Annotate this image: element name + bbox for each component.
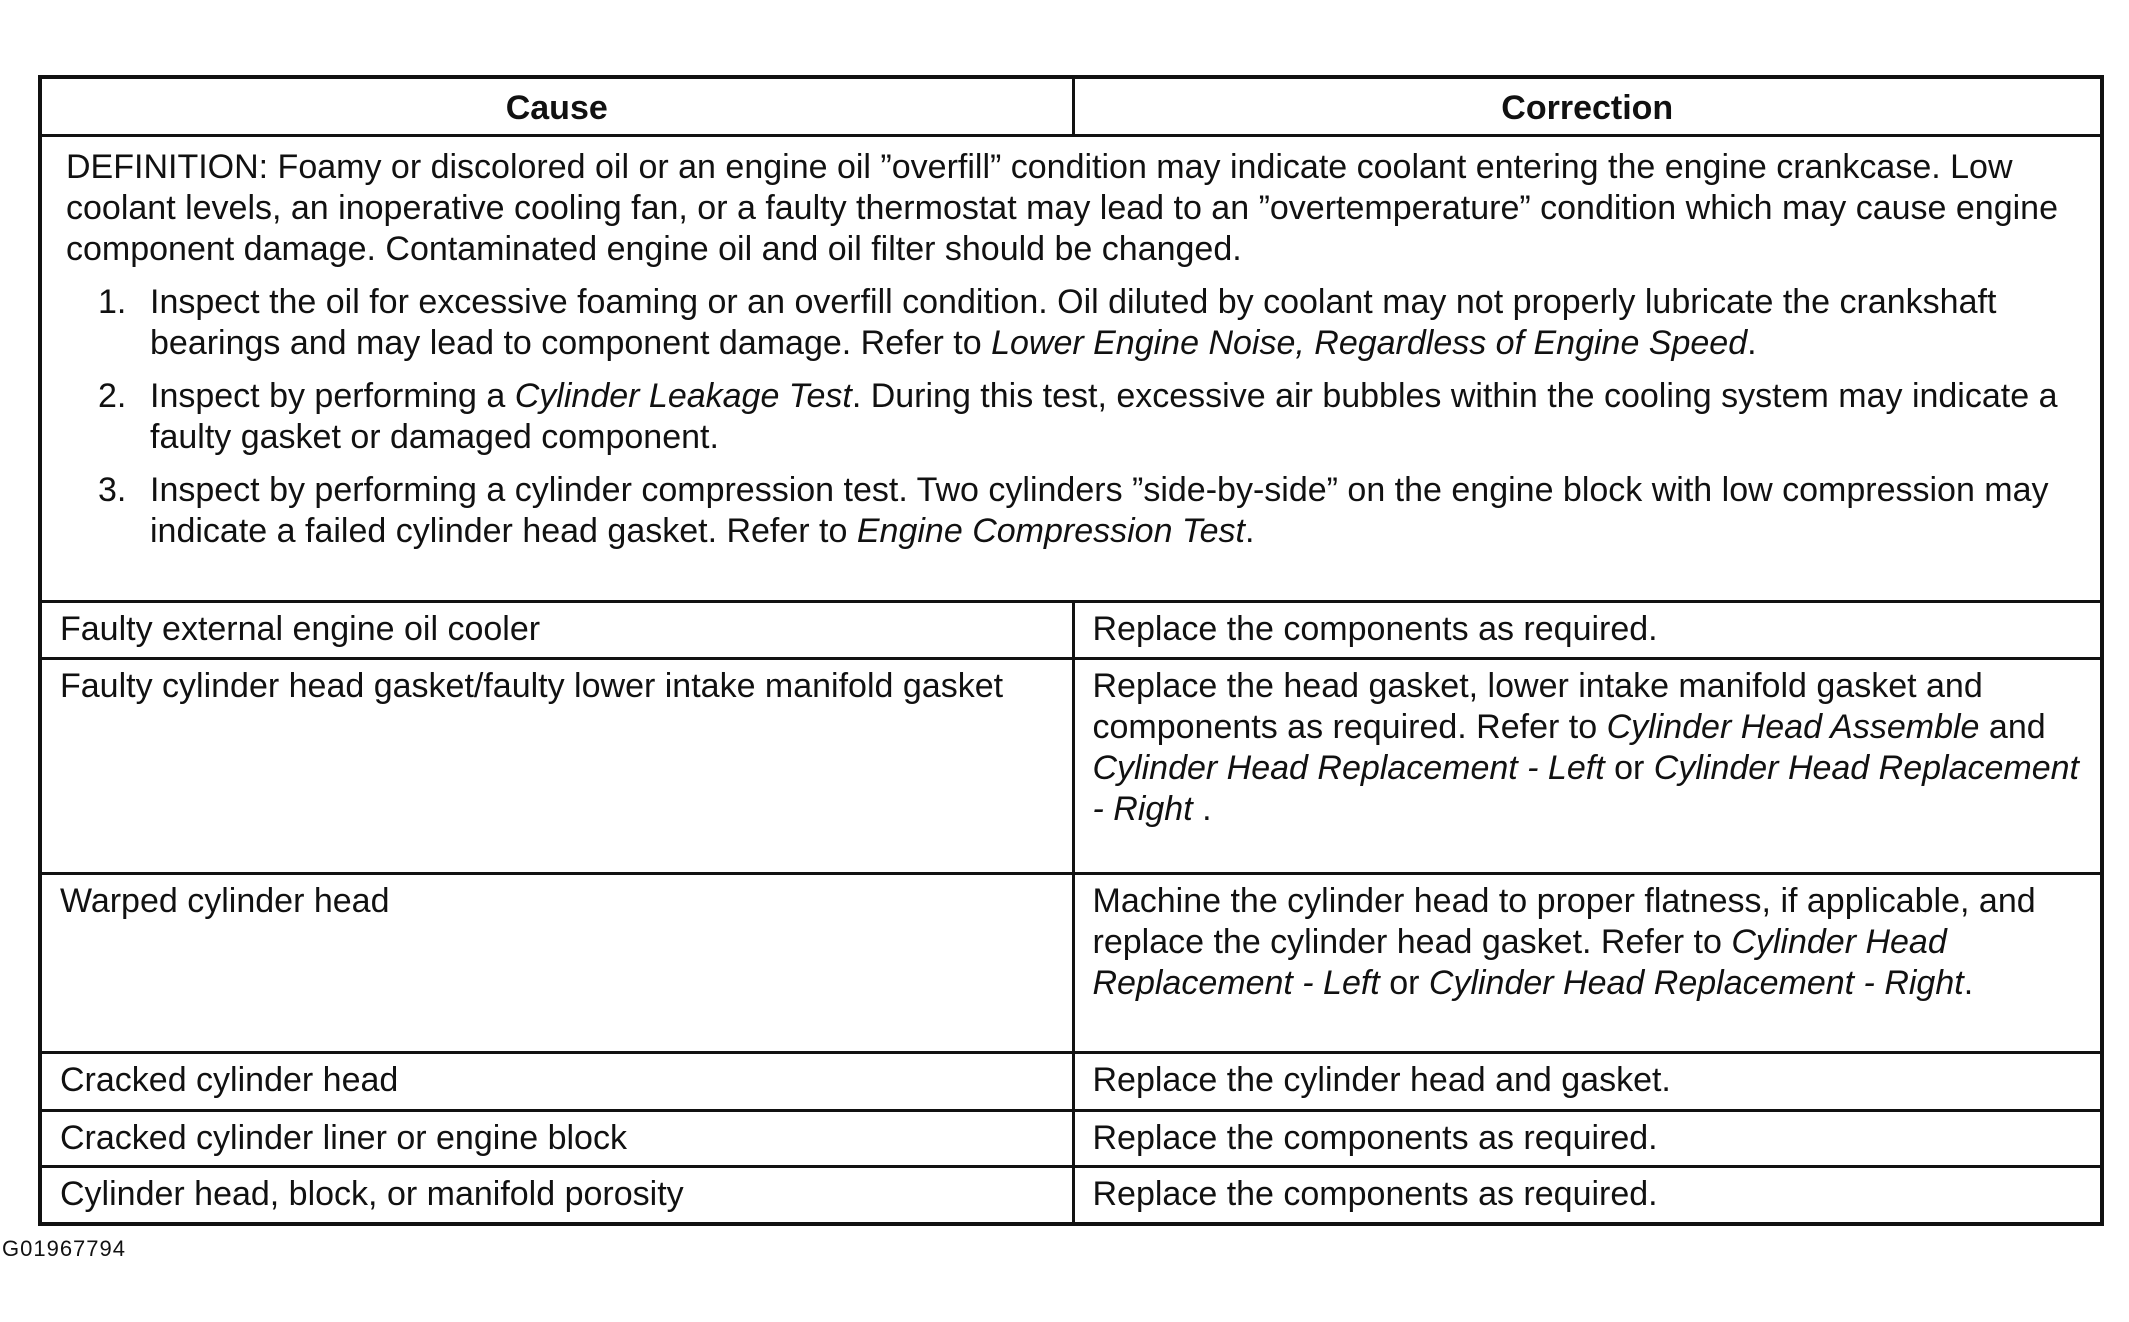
cause-cell: Faulty cylinder head gasket/faulty lower intake manifold gasket — [40, 659, 1073, 874]
cause-cell: Warped cylinder head — [40, 874, 1073, 1053]
step-item — [66, 376, 2082, 458]
correction-reference-link[interactable]: Cylinder Head Replacement - Left — [1092, 749, 1605, 787]
cause-cell: Faulty external engine oil cooler — [40, 602, 1073, 659]
step-reference-link[interactable]: Cylinder Leakage Test — [514, 377, 852, 415]
cause-cell: Cylinder head, block, or manifold porosity — [40, 1167, 1073, 1225]
step-item — [66, 470, 2082, 552]
correction-text: . — [1192, 790, 1212, 828]
cause-cell: Cracked cylinder liner or engine block — [40, 1111, 1073, 1167]
table-row — [40, 874, 2102, 1053]
step-reference-link[interactable]: Lower Engine Noise, Regardless of Engine Speed — [991, 324, 1748, 362]
correction-cell — [1073, 602, 2102, 659]
correction-reference-link[interactable]: Cylinder Head Replacement - Right — [1428, 964, 1964, 1002]
correction-text: Replace the components as required. — [1092, 1175, 1658, 1213]
step-text-after: . — [1244, 512, 1255, 550]
correction-text: or — [1379, 964, 1429, 1002]
correction-cell — [1073, 1053, 2102, 1111]
table-header-row — [40, 77, 2102, 136]
correction-reference-link[interactable]: Cylinder Head Replacement - Right — [1092, 749, 2079, 828]
definition-text: DEFINITION: Foamy or discolored oil or an engine oil ”overfill” condition may indicate coolant entering the engine crankcase. Low coolant levels, an inoperative cooling fan, or a faulty thermostat may lead to an ”overtemperature” condition which may cause engine component damage. Contaminated engine oil and oil filter should be changed. — [66, 148, 2058, 268]
correction-cell — [1073, 1111, 2102, 1167]
correction-text: Replace the cylinder head and gasket. — [1092, 1061, 1671, 1099]
cause-cell: Cracked cylinder head — [40, 1053, 1073, 1111]
correction-text: . — [1963, 964, 1974, 1002]
definition-row — [40, 136, 2102, 602]
correction-cell — [1073, 659, 2102, 874]
step-text-after: . During this test, excessive air bubbles within the cooling system may indicate a faulty gasket or damaged component. — [150, 377, 2058, 456]
table-row — [40, 1167, 2102, 1225]
step-text: Inspect by performing a cylinder compression test. Two cylinders ”side-by-side” on the engine block with low compression may indicate a failed cylinder head gasket. Refer to — [150, 471, 2049, 550]
table-row — [40, 602, 2102, 659]
correction-reference-link[interactable]: Cylinder Head Assemble — [1606, 708, 1980, 746]
header-correction: Correction — [1073, 77, 2102, 136]
diagnostic-table — [38, 75, 2104, 1226]
table-row — [40, 1111, 2102, 1167]
step-number: 2. — [98, 377, 127, 415]
step-text-after: . — [1747, 324, 1757, 362]
step-reference-link[interactable]: Engine Compression Test — [856, 512, 1245, 550]
correction-text: Replace the components as required. — [1092, 1119, 1658, 1157]
step-text: Inspect by performing a — [150, 377, 515, 415]
correction-text: Machine the cylinder head to proper flatness, if applicable, and replace the cylinder head gasket. Refer to — [1092, 882, 2036, 961]
step-text: Inspect the oil for excessive foaming or an overfill condition. Oil diluted by coolant may not properly lubricate the crankshaft bearings and may lead to component damage. Refer to — [150, 283, 1997, 362]
correction-reference-link[interactable]: Cylinder Head Replacement - Left — [1092, 923, 1947, 1002]
table-row — [40, 659, 2102, 874]
step-number: 3. — [98, 471, 127, 509]
inspection-steps — [66, 282, 2082, 552]
correction-text: Replace the head gasket, lower intake manifold gasket and components as required. Refer to — [1092, 667, 1983, 746]
correction-cell — [1073, 874, 2102, 1053]
correction-text: or — [1604, 749, 1654, 787]
table-row — [40, 1053, 2102, 1111]
step-item — [66, 282, 2082, 364]
correction-text: and — [1979, 708, 2046, 746]
figure-id: G01967794 — [2, 1236, 126, 1261]
step-number: 1. — [98, 283, 127, 321]
definition-cell — [40, 136, 2102, 602]
header-cause: Cause — [40, 77, 1073, 136]
correction-cell — [1073, 1167, 2102, 1225]
correction-text: Replace the components as required. — [1092, 610, 1658, 648]
